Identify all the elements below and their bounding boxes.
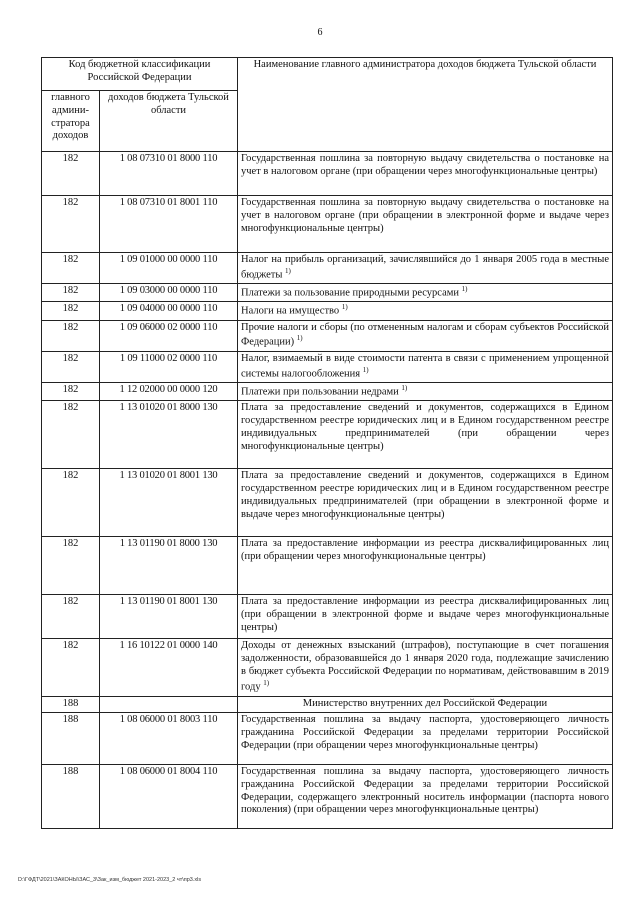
income-code: 1 13 01190 01 8000 130 [100, 537, 238, 595]
table-row [42, 639, 613, 697]
header-name: Наименование главного администратора доходов бюджета Тульской области [238, 58, 613, 152]
table-row [42, 284, 613, 302]
income-description [238, 382, 613, 400]
income-code: 1 09 06000 02 0000 110 [100, 320, 238, 351]
table-row [42, 196, 613, 253]
file-path: D:\ГФДТ\2021\ЗАКОНЫ\ЗАС_3\Зак_изм_бюджет 2021-2023_2 чт\пр3.xls [18, 877, 202, 883]
table-row [42, 253, 613, 284]
admin-code: 182 [42, 320, 100, 351]
table-row [42, 351, 613, 382]
income-code: 1 09 11000 02 0000 110 [100, 351, 238, 382]
table-row [42, 537, 613, 595]
table-row [42, 302, 613, 320]
description-text: Государственная пошлина за выдачу паспорта, удостоверяющего личность гражданина Российской Федерации за пределами территории Российской Федерации (при обращении через многофункциональные центры) [241, 713, 609, 751]
section-admin: 188 [42, 697, 100, 713]
header-code-group: Код бюджетной классификации Российской Федерации [42, 58, 238, 91]
description-text: Плата за предоставление сведений и документов, содержащихся в Едином государственном реестре юридических лиц и в Едином государственном реестре индивидуальных предпринимателей (при обращении в электронной форме и выдаче через многофункциональные центры) [241, 470, 609, 520]
description-text: Прочие налоги и сборы (по отмененным налогам и сборам субъектов Российской Федерации) [241, 321, 609, 348]
section-title: Министерство внутренних дел Российской Федерации [238, 697, 613, 713]
table-row [42, 401, 613, 469]
description-text: Доходы от денежных взысканий (штрафов), поступающие в счет погашения задолженности, образовавшейся до 1 января 2020 года, подлежащие зачислению в бюджет субъекта Российской Федерации по нормативам, действовавшим в 2019 году [241, 640, 609, 693]
description-text: Платежи за пользование природными ресурсами [241, 287, 459, 299]
admin-code: 182 [42, 302, 100, 320]
income-code: 1 08 07310 01 8000 110 [100, 152, 238, 196]
income-description [238, 253, 613, 284]
table-row [42, 595, 613, 639]
income-description [238, 284, 613, 302]
footnote-marker: 1) [461, 285, 468, 294]
header-admin: главного админи-стратора доходов [42, 91, 100, 152]
income-description [238, 712, 613, 764]
footnote-marker: 1) [341, 303, 348, 312]
income-code: 1 13 01020 01 8000 130 [100, 401, 238, 469]
footnote-marker: 1) [296, 334, 303, 343]
income-code: 1 08 06000 01 8004 110 [100, 764, 238, 828]
income-description [238, 764, 613, 828]
description-text: Плата за предоставление сведений и документов, содержащихся в Едином государственном реестре юридических лиц и в Едином государственном реестре индивидуальных предпринимателей (при обращении через многофункциональные центры) [241, 402, 609, 452]
admin-code: 182 [42, 196, 100, 253]
section-row [42, 697, 613, 713]
admin-code: 182 [42, 284, 100, 302]
description-text: Плата за предоставление информации из реестра дисквалифицированных лиц (при обращении через многофункциональные центры) [241, 538, 609, 562]
admin-code: 182 [42, 469, 100, 537]
footnote-marker: 1) [285, 266, 291, 275]
admin-code: 182 [42, 382, 100, 400]
admin-code: 188 [42, 764, 100, 828]
income-description [238, 469, 613, 537]
table-row [42, 320, 613, 351]
description-text: Налоги на имущество [241, 305, 340, 317]
admin-code: 182 [42, 152, 100, 196]
income-description [238, 302, 613, 320]
description-text: Государственная пошлина за повторную выдачу свидетельства о постановке на учет в налоговом органе (при обращении в электронной форме и выдаче через многофункциональные центры) [241, 197, 609, 234]
admin-code: 182 [42, 253, 100, 284]
income-description [238, 320, 613, 351]
description-text: Государственная пошлина за повторную выдачу свидетельства о постановке на учет в налоговом органе (при обращении через многофункциональные центры) [241, 153, 609, 177]
income-code: 1 13 01190 01 8001 130 [100, 595, 238, 639]
income-description [238, 537, 613, 595]
income-code: 1 09 01000 00 0000 110 [100, 253, 238, 284]
budget-table [41, 57, 613, 829]
income-description [238, 639, 613, 697]
admin-code: 182 [42, 595, 100, 639]
admin-code: 182 [42, 401, 100, 469]
income-description [238, 351, 613, 382]
income-description [238, 595, 613, 639]
table-row [42, 152, 613, 196]
footnote-marker: 1) [401, 383, 408, 392]
table-row [42, 764, 613, 828]
income-code: 1 09 04000 00 0000 110 [100, 302, 238, 320]
admin-code: 182 [42, 351, 100, 382]
income-code: 1 16 10122 01 0000 140 [100, 639, 238, 697]
income-code: 1 09 03000 00 0000 110 [100, 284, 238, 302]
admin-code: 182 [42, 537, 100, 595]
header-income: доходов бюджета Тульской области [100, 91, 238, 152]
description-text: Плата за предоставление информации из реестра дисквалифицированных лиц (при обращении в электронной форме и выдаче через многофункциональные центры) [241, 596, 609, 633]
table-row [42, 382, 613, 400]
footnote-marker: 1) [362, 365, 369, 374]
footnote-marker: 1) [263, 678, 270, 687]
income-code: 1 08 07310 01 8001 110 [100, 196, 238, 253]
income-description [238, 401, 613, 469]
income-code: 1 12 02000 00 0000 120 [100, 382, 238, 400]
admin-code: 182 [42, 639, 100, 697]
description-text: Платежи при пользовании недрами [241, 386, 399, 398]
table-row [42, 712, 613, 764]
income-code: 1 08 06000 01 8003 110 [100, 712, 238, 764]
admin-code: 188 [42, 712, 100, 764]
page-number: 6 [317, 27, 323, 38]
description-text: Государственная пошлина за выдачу паспорта, удостоверяющего личность гражданина Российской Федерации за пределами территории Российской Федерации, содержащего электронный носитель информации (паспорта нового поколения) (при обращении через многофункциональные центры) [241, 765, 609, 816]
description-text: Налог на прибыль организаций, зачислявшийся до 1 января 2005 года в местные бюджеты [241, 254, 609, 281]
description-text: Налог, взимаемый в виде стоимости патента в связи с применением упрощенной системы налогообложения [241, 352, 609, 380]
income-description [238, 152, 613, 196]
table-row [42, 469, 613, 537]
income-description [238, 196, 613, 253]
income-code: 1 13 01020 01 8001 130 [100, 469, 238, 537]
